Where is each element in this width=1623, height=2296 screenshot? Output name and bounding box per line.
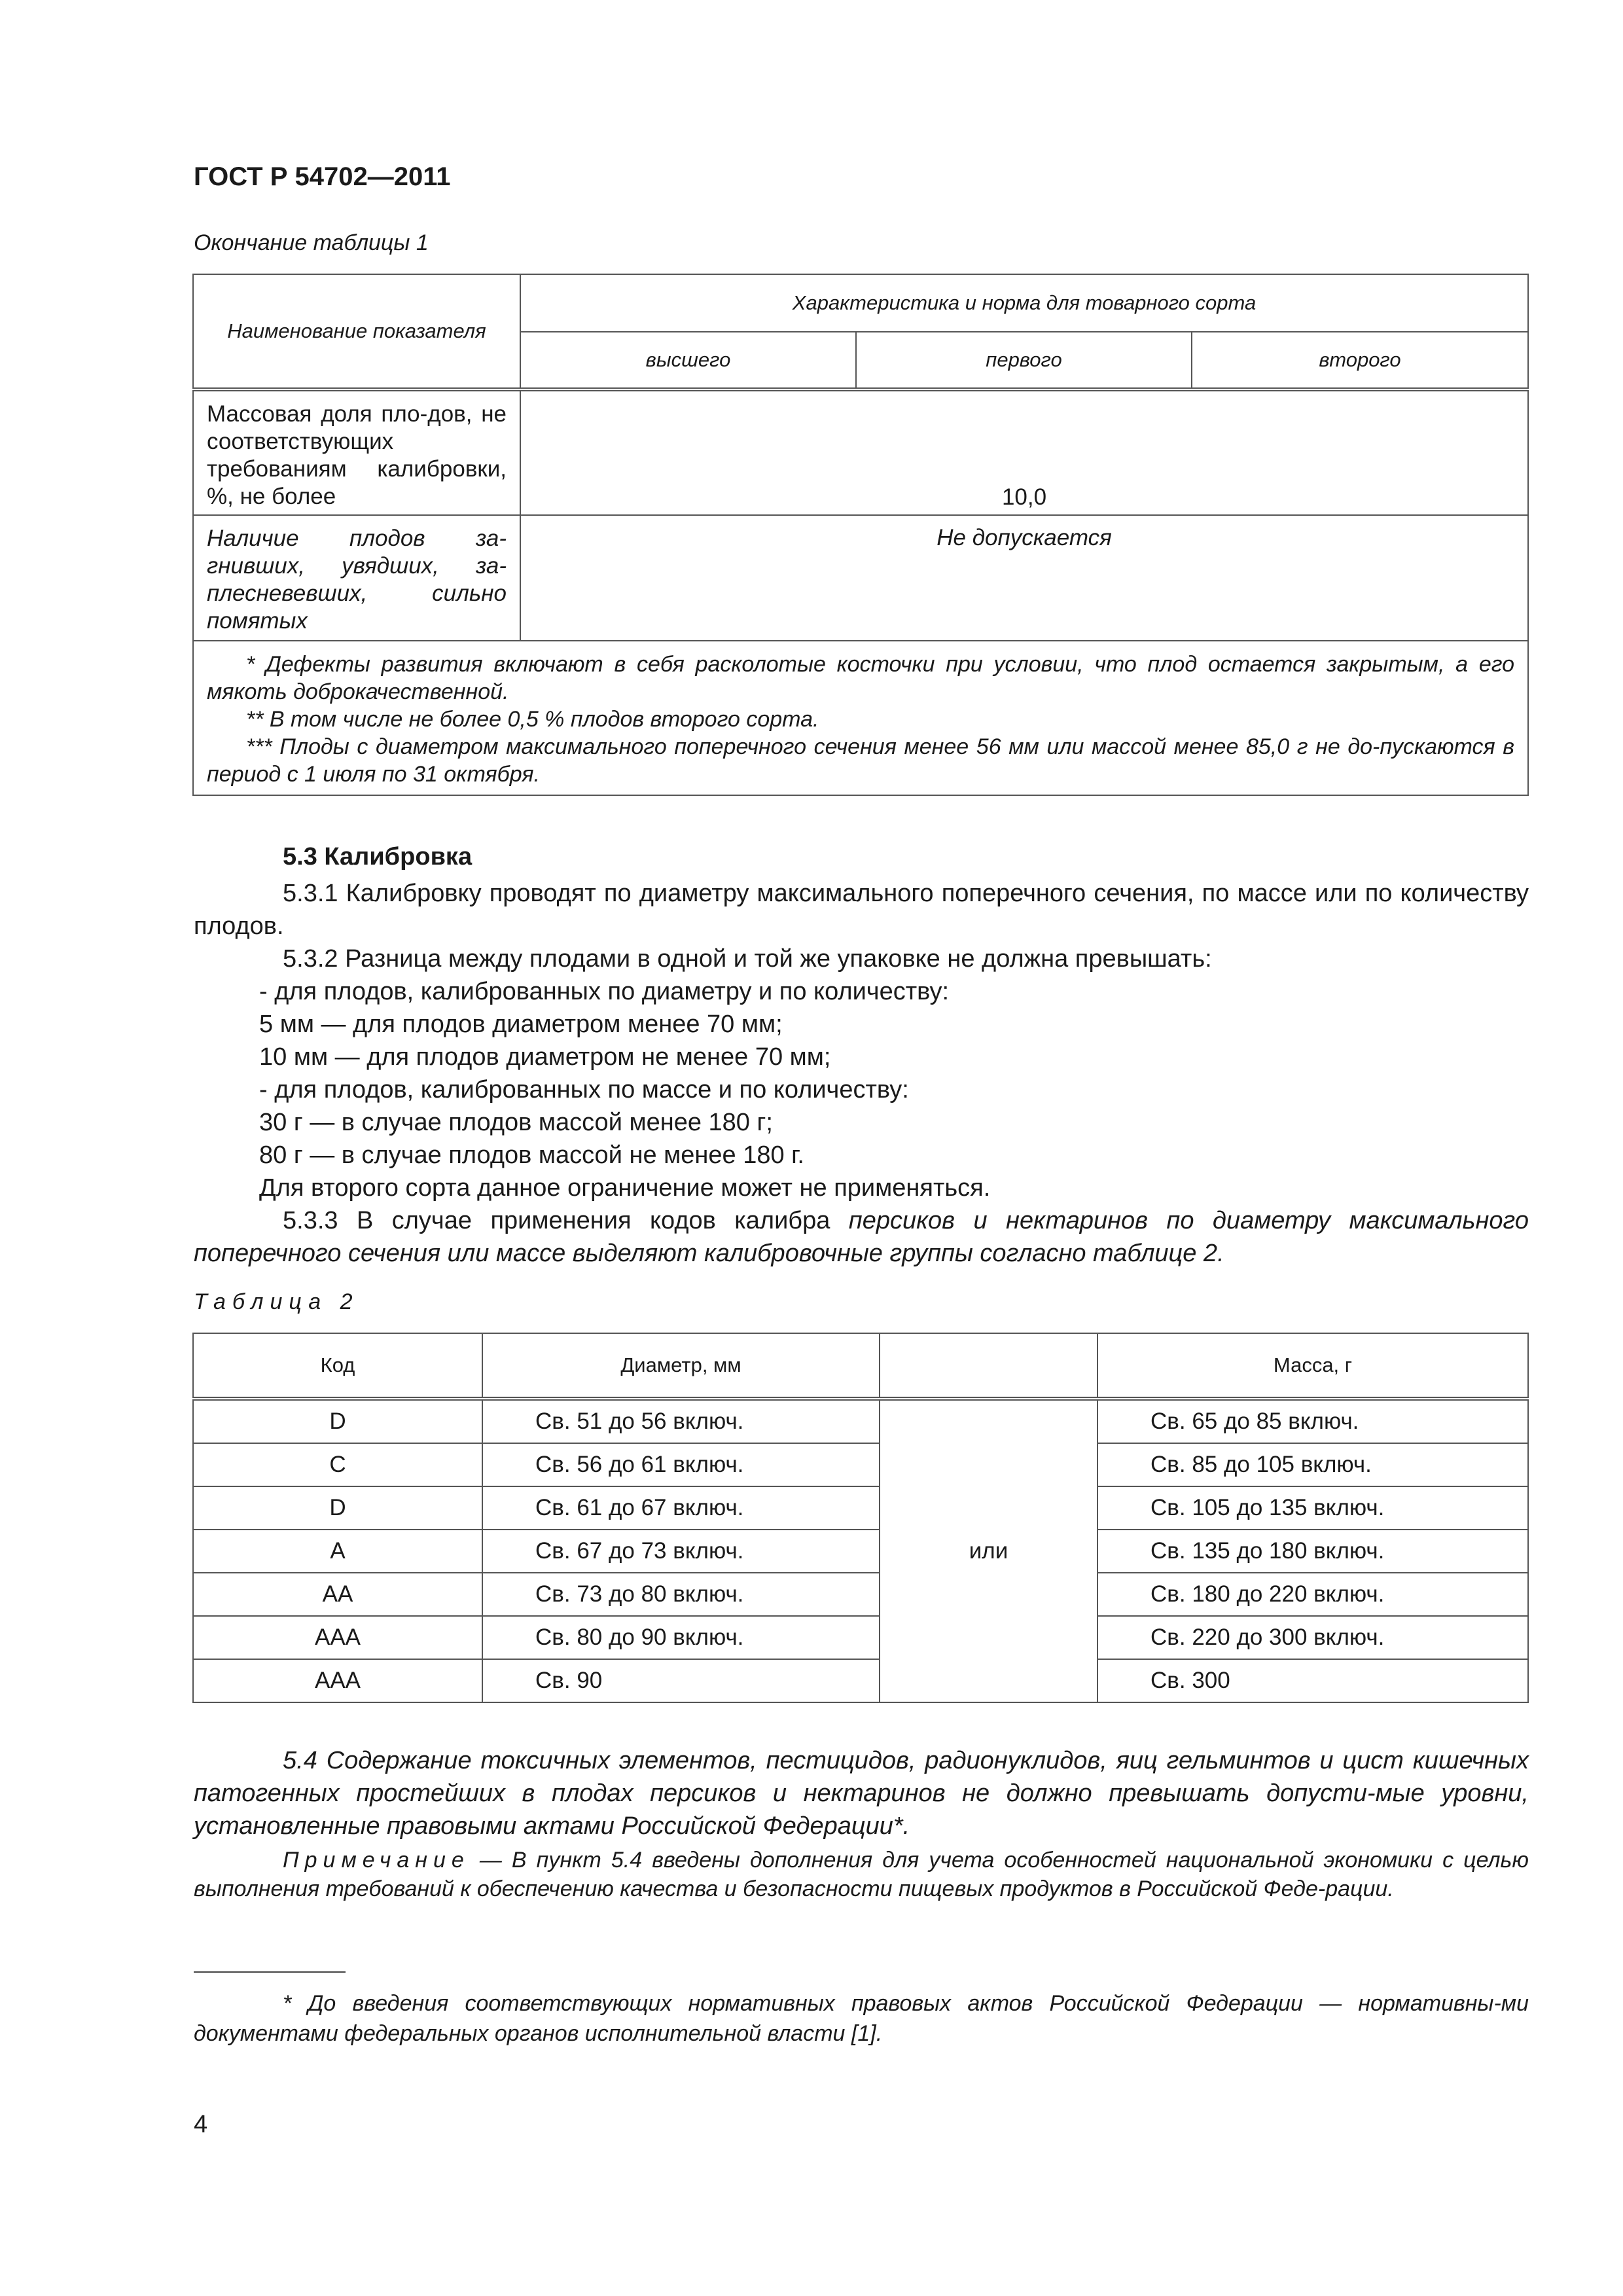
table1-note: * Дефекты развития включают в себя расколотые косточки при условии, что плод остается закрытым, а его мякоть доброкачественной. (207, 652, 1515, 704)
table1-continuation-label: Окончание таблицы 1 (194, 230, 429, 255)
table1-note: ** В том числе не более 0,5 % плодов второго сорта. (246, 707, 819, 732)
cell-code: D (193, 1399, 482, 1443)
header-mass: Масса, г (1097, 1333, 1528, 1399)
list-line: - для плодов, калиброванных по диаметру и по количеству: (259, 978, 950, 1005)
cell-mass: Св. 135 до 180 включ. (1097, 1530, 1528, 1573)
paragraph-5-3-3-start: 5.3.3 В случае применения кодов калибра (283, 1207, 849, 1234)
list-line: Для второго сорта данное ограничение может не применяться. (259, 1174, 991, 1202)
list-line: 80 г — в случае плодов массой не менее 180 г. (259, 1141, 804, 1169)
paragraph-5-4: 5.4 Содержание токсичных элементов, пестицидов, радионуклидов, яиц гельминтов и цист кишечных патогенных простейших в плодах персиков и нектаринов не должно превышать допусти-мые уровни, установленные правовыми актами Российской Федерации*. (194, 1747, 1529, 1840)
indicator-calibration: Массовая доля пло-дов, не соответствующих требованиям калибровки, %, не более (193, 389, 520, 515)
table1-note: *** Плоды с диаметром максимального поперечного сечения менее 56 мм или массой менее 85,0 г не до-пускаются в период с 1 июля по 31 октября. (207, 734, 1515, 787)
footnote-block (194, 1988, 1529, 2049)
cell-code: A (193, 1530, 482, 1573)
cell-diameter: Св. 73 до 80 включ. (482, 1573, 880, 1616)
paragraph-5-3-3 (194, 1204, 1529, 1270)
grade-header-highest: высшего (520, 332, 856, 389)
col-indicator-header: Наименование показателя (193, 274, 520, 389)
paragraph-5-3-1: 5.3.1 Калибровку проводят по диаметру максимального поперечного сечения, по массе или по количеству плодов. (194, 880, 1529, 940)
table-row (193, 1530, 1528, 1573)
document-id: ГОСТ Р 54702—2011 (194, 162, 451, 191)
cell-or: или (880, 1399, 1097, 1702)
cell-mass: Св. 220 до 300 включ. (1097, 1616, 1528, 1659)
grade-header-first: первого (856, 332, 1192, 389)
section-5-3-title: 5.3 Калибровка (283, 843, 473, 870)
note-paragraph (194, 1846, 1529, 1903)
section-5-3-body (194, 877, 1529, 1270)
cell-mass: Св. 300 (1097, 1659, 1528, 1702)
note-block (194, 1846, 1529, 1903)
cell-diameter: Св. 80 до 90 включ. (482, 1616, 880, 1659)
cell-mass: Св. 85 до 105 включ. (1097, 1443, 1528, 1486)
cell-diameter: Св. 61 до 67 включ. (482, 1486, 880, 1530)
list-line: - для плодов, калиброванных по массе и по количеству: (259, 1076, 909, 1103)
header-code: Код (193, 1333, 482, 1399)
list-line: 5 мм — для плодов диаметром менее 70 мм; (259, 1011, 783, 1038)
table-row (193, 1486, 1528, 1530)
cell-code: AAA (193, 1659, 482, 1702)
cell-code: D (193, 1486, 482, 1530)
value-spoiled: Не допускается (520, 515, 1528, 641)
cell-code: AAA (193, 1616, 482, 1659)
cell-diameter: Св. 67 до 73 включ. (482, 1530, 880, 1573)
table2-caption: Таблица 2 (194, 1289, 359, 1314)
section-5-4 (194, 1744, 1529, 1842)
cell-mass: Св. 180 до 220 включ. (1097, 1573, 1528, 1616)
page-number: 4 (194, 2111, 208, 2138)
table-row (193, 1659, 1528, 1702)
note-text: — В пункт 5.4 введены дополнения для учета особенностей национальной экономики с целью выполнения требований к обеспечению качества и безопасности пищевых продуктов в Российской Феде-рации. (194, 1848, 1529, 1901)
cell-mass: Св. 65 до 85 включ. (1097, 1399, 1528, 1443)
table1 (192, 274, 1529, 796)
cell-diameter: Св. 51 до 56 включ. (482, 1399, 880, 1443)
col-group-header: Характеристика и норма для товарного сорта (520, 274, 1528, 332)
table1-notes (193, 641, 1528, 795)
cell-mass: Св. 105 до 135 включ. (1097, 1486, 1528, 1530)
note-label: Примечание (283, 1848, 470, 1873)
cell-code: AA (193, 1573, 482, 1616)
value-calibration: 10,0 (520, 389, 1528, 515)
paragraph-5-3-2: 5.3.2 Разница между плодами в одной и той же упаковке не должна превышать: (283, 945, 1212, 973)
list-line: 10 мм — для плодов диаметром не менее 70 мм; (259, 1043, 831, 1071)
indicator-spoiled: Наличие плодов за-гнивших, увядших, за-плесневевших, сильно помятых (193, 515, 520, 641)
cell-diameter: Св. 90 (482, 1659, 880, 1702)
table-row (193, 1443, 1528, 1486)
header-blank (880, 1333, 1097, 1399)
table-row (193, 1616, 1528, 1659)
grade-header-second: второго (1192, 332, 1528, 389)
table-row (193, 1399, 1528, 1443)
list-line: 30 г — в случае плодов массой менее 180 г; (259, 1109, 773, 1136)
footnote-divider (194, 1971, 346, 1973)
paragraph-5-3-3-rest: персиков и нектаринов по диаметру максимального поперечного сечения или массе выделяют калибровочные группы согласно таблице 2. (194, 1207, 1529, 1267)
header-diameter: Диаметр, мм (482, 1333, 880, 1399)
table2 (192, 1333, 1529, 1703)
cell-diameter: Св. 56 до 61 включ. (482, 1443, 880, 1486)
table-row (193, 1573, 1528, 1616)
footnote-text: * До введения соответствующих нормативных правовых актов Российской Федерации — нормативны-ми документами федеральных органов исполнительной власти [1]. (194, 1991, 1529, 2046)
cell-code: C (193, 1443, 482, 1486)
